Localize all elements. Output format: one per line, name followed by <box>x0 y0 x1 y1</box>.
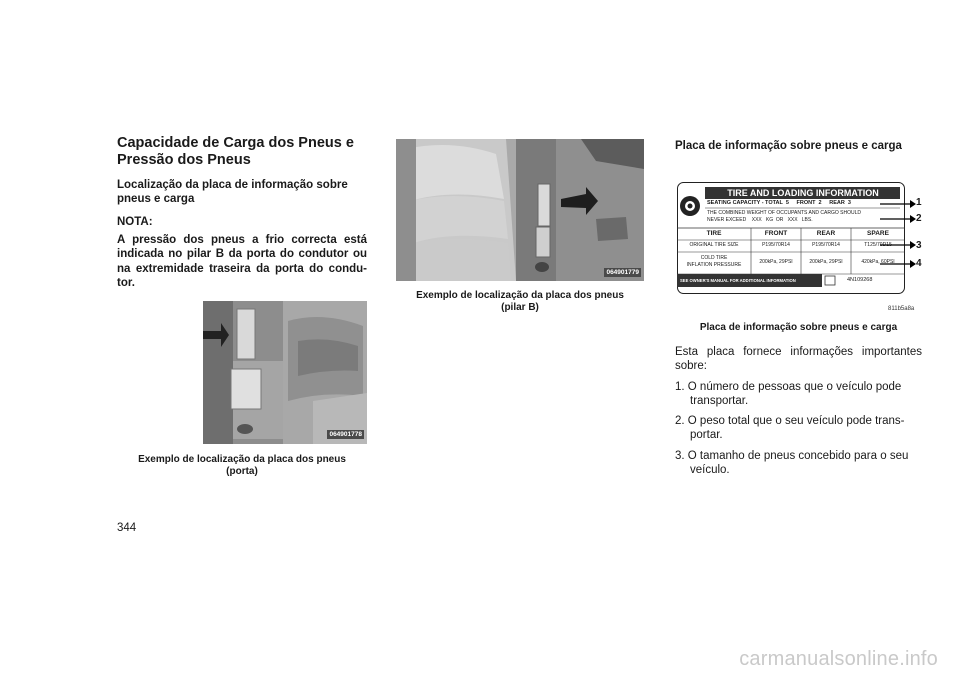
door-caption-line1: Exemplo de localização da placa dos pneus <box>138 454 346 465</box>
placard-seating: SEATING CAPACITY - TOTAL 5 FRONT 2 REAR 3 <box>707 200 851 206</box>
placard-weight-line1: THE COMBINED WEIGHT OF OCCUPANTS AND CARGO SHOULD <box>707 210 861 216</box>
info-list <box>675 380 922 478</box>
pillar-caption-line1: Exemplo de localização da placa dos pneus <box>416 290 624 301</box>
placard-part-number: 4N109268 <box>847 277 873 283</box>
callout-1: 1 <box>916 197 922 208</box>
placard-row1-rear: P195/70R14 <box>812 242 840 248</box>
text-column-left <box>117 135 367 290</box>
door-photo <box>203 301 367 444</box>
list-item: 3. O tamanho de pneus concebido para o seu veículo. <box>675 449 909 477</box>
pillar-photo <box>396 139 644 281</box>
placard-title: TIRE AND LOADING INFORMATION <box>727 188 879 198</box>
tire-placard <box>677 182 905 294</box>
placard-row2-label <box>677 255 751 268</box>
watermark: carmanualsonline.info <box>739 648 938 670</box>
placard-col-spare: SPARE <box>867 230 889 237</box>
placard-heading: Placa de informação sobre pneus e carga <box>675 140 902 152</box>
placard-col-front: FRONT <box>764 230 788 237</box>
section-title: Capacidade de Carga dos Pneus e Pressão dos Pneus <box>117 135 354 168</box>
placard-row2-front: 200kPa, 29PSI <box>759 259 793 265</box>
callout-3: 3 <box>916 240 922 251</box>
page-number: 344 <box>117 522 137 534</box>
placard-caption: Placa de informação sobre pneus e carga <box>699 322 898 333</box>
placard-figure-code: 811b5a8a <box>888 306 915 312</box>
text-column-right <box>675 345 922 477</box>
placard-row1-label: ORIGINAL TIRE SIZE <box>689 242 739 248</box>
door-caption-line2: (porta) <box>226 466 258 477</box>
callout-arrows <box>880 196 920 276</box>
placard-col-tire: TIRE <box>706 230 722 237</box>
pillar-caption-line2: (pilar B) <box>501 302 539 313</box>
list-item: 2. O peso total que o seu veículo pode trans-portar. <box>675 415 905 442</box>
placard-intro: Esta placa fornece informações importantes sobre: <box>675 346 922 373</box>
placard-row2-label-line1: COLD TIRE <box>700 255 728 261</box>
note-text: A pressão dos pneus a frio correcta está indicada no pilar B da porta do condutor ou na extremidade traseira da porta do condu-tor. <box>117 234 367 289</box>
callout-4: 4 <box>916 258 922 269</box>
section-subtitle: Localização da placa de informação sobre pneus e carga <box>117 179 348 205</box>
placard-weight-line2: NEVER EXCEED XXX KG OR XXX LBS. <box>707 217 813 223</box>
placard-row1-spare: T125/70D15 <box>864 242 892 248</box>
pillar-caption <box>396 290 644 314</box>
door-caption <box>117 454 367 478</box>
list-item: 1. O número de pessoas que o veículo pode transportar. <box>675 380 902 407</box>
pillar-photo-code: 064901779 <box>606 269 639 276</box>
placard-col-rear: REAR <box>816 230 836 237</box>
tire-icon <box>680 196 700 216</box>
placard-footer: SEE OWNER'S MANUAL FOR ADDITIONAL INFORMATION <box>680 278 796 283</box>
placard-row1-front: P195/70R14 <box>762 242 790 248</box>
placard-row2-rear: 200kPa, 29PSI <box>809 259 843 265</box>
callout-2: 2 <box>916 213 922 224</box>
note-label: NOTA: <box>117 216 153 228</box>
placard-row2-spare: 420kPa, 60PSI <box>861 259 895 265</box>
placard-row2-label-line2: INFLATION PRESSURE <box>686 261 742 268</box>
door-photo-code: 064901778 <box>329 431 362 438</box>
